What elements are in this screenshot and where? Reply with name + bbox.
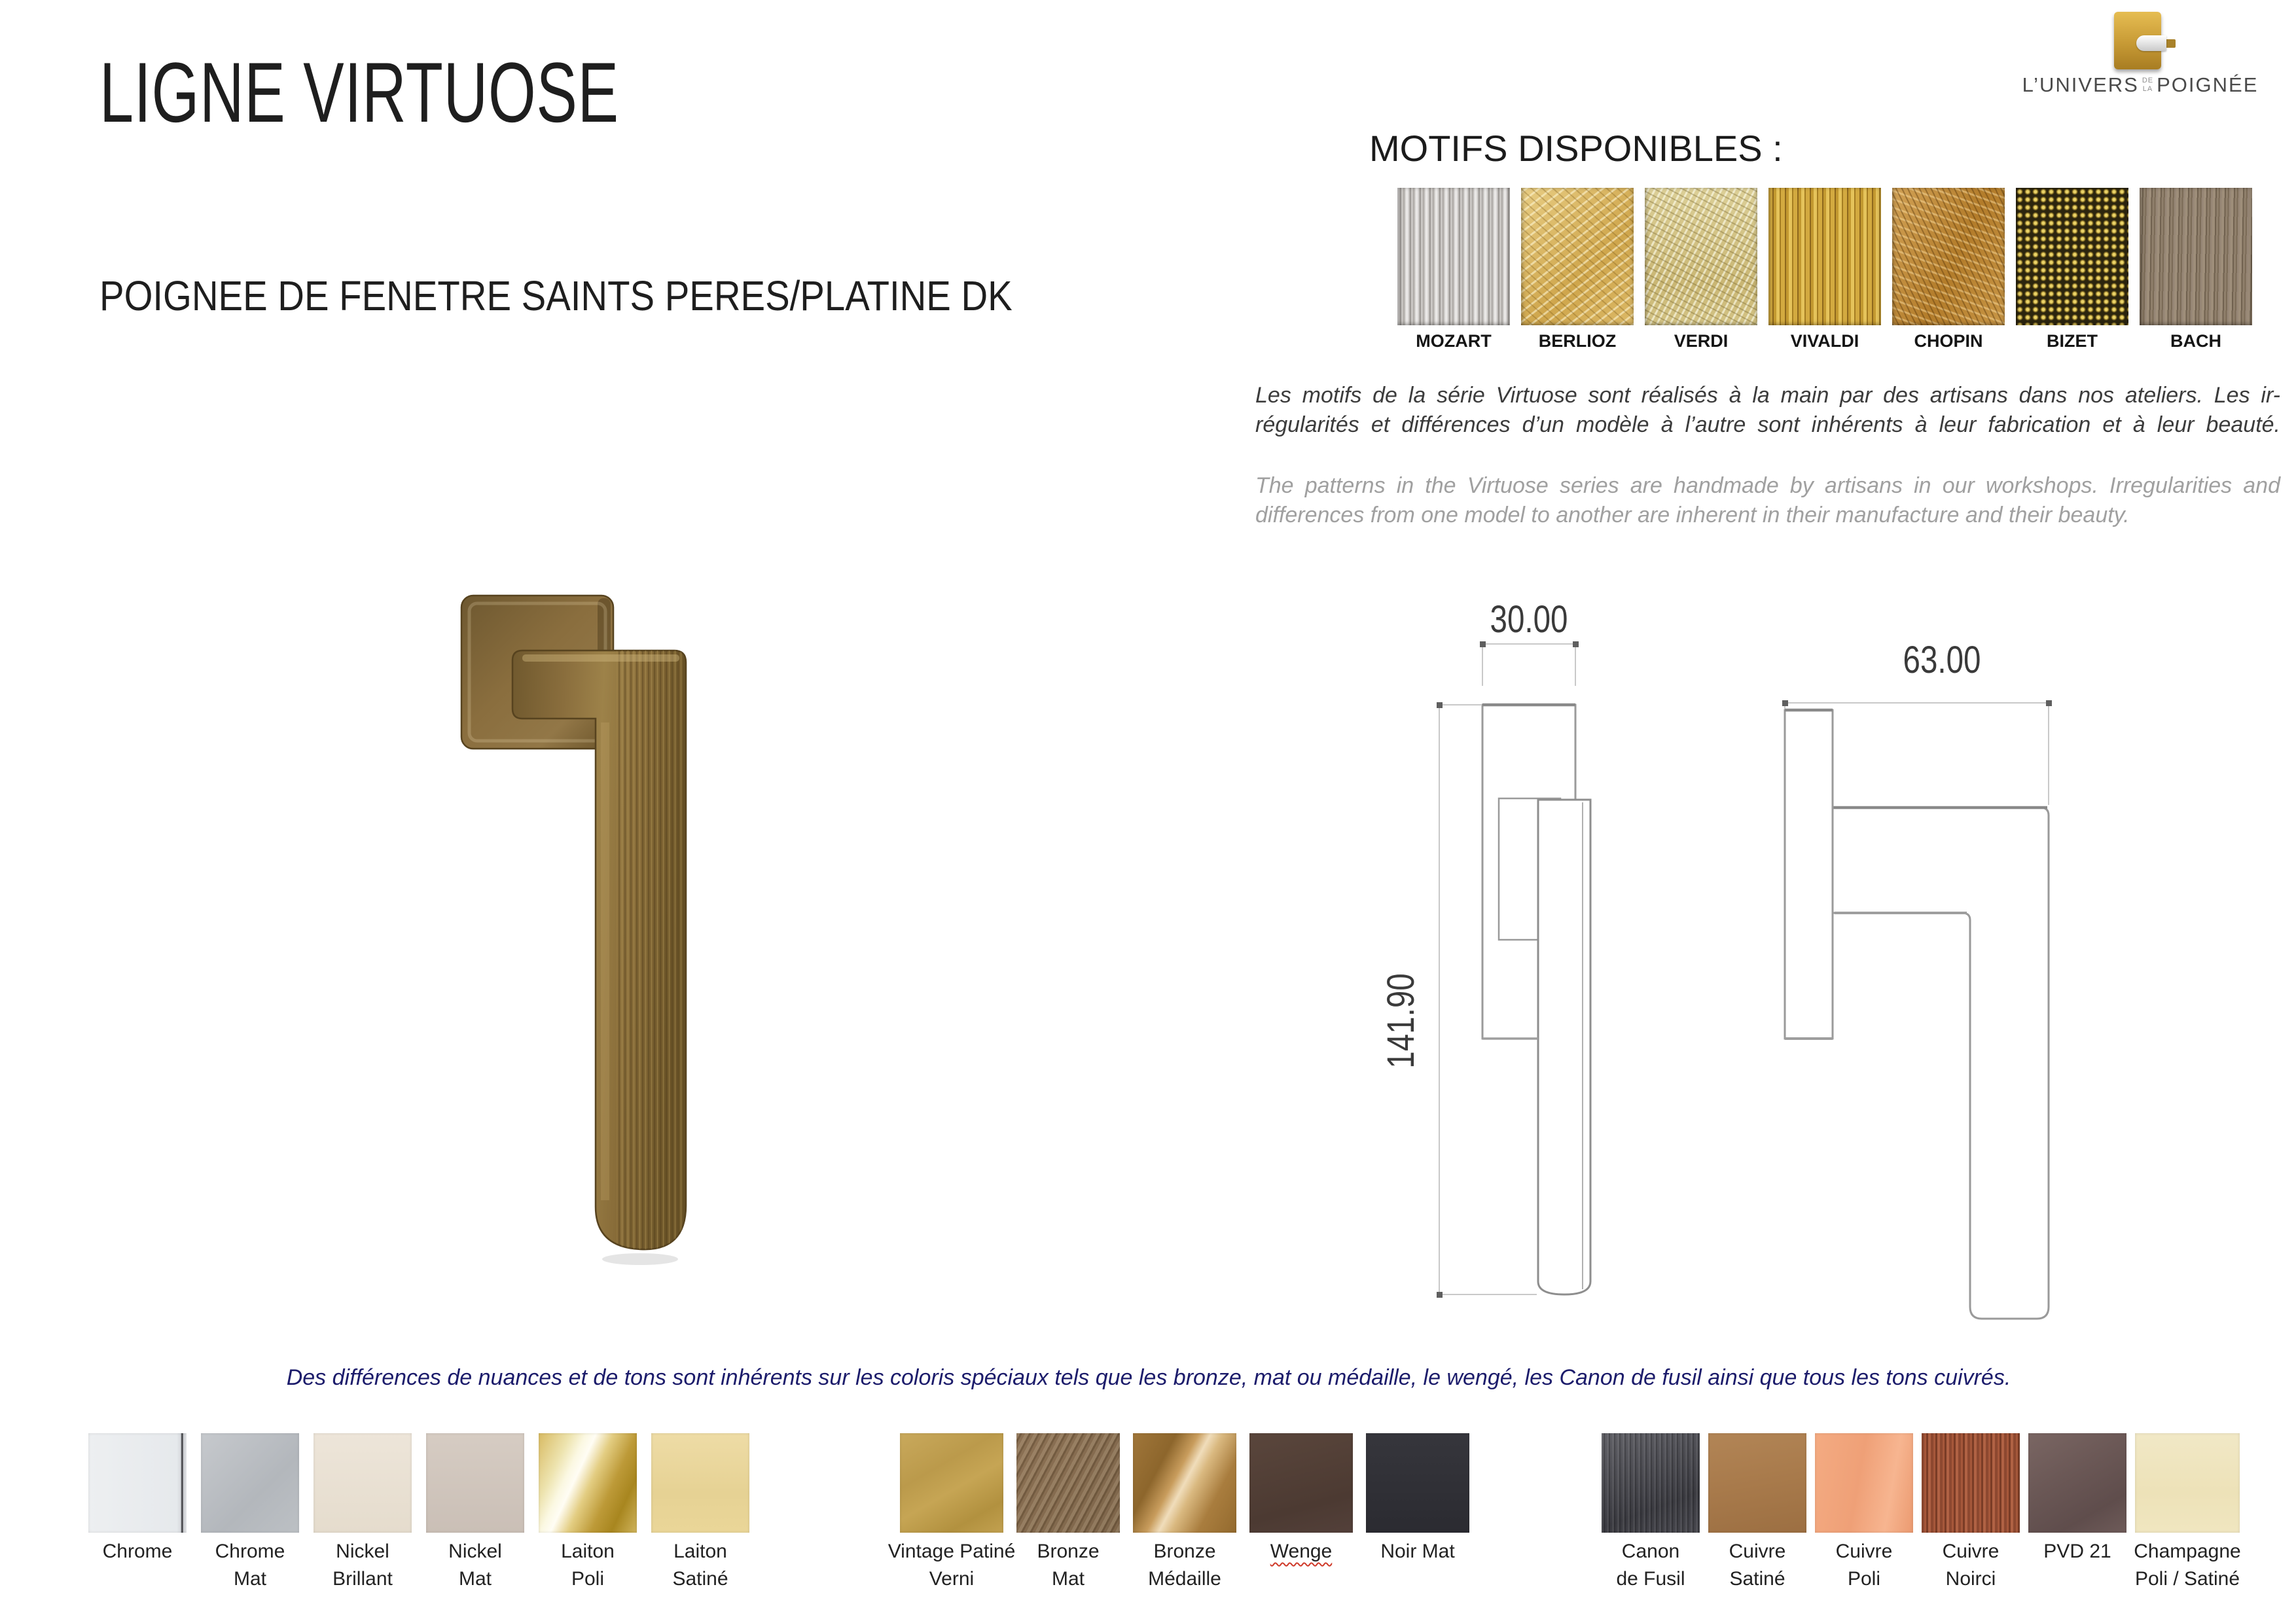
finish-swatch-noir-mat: [1366, 1433, 1469, 1533]
intro-en-line1: The patterns in the Virtuose series are handmade by artisans in our workshops. Irregularities and: [1255, 473, 2280, 498]
finish-swatch-cuivre-satine: [1708, 1433, 1806, 1533]
motif-label-vivaldi: VIVALDI: [1790, 331, 1859, 351]
finish-label-line2: Mat: [233, 1568, 266, 1590]
finish-swatch-nickel-mat: [426, 1433, 524, 1533]
motif-swatch-vivaldi: [1768, 188, 1881, 325]
logo-word-de: DE: [2142, 77, 2154, 85]
finish-label-champagne: [2106, 1538, 2269, 1593]
finish-label-line1: Bronze: [1037, 1541, 1100, 1562]
logo-handle-icon: [2136, 35, 2166, 51]
finish-swatch-laiton-poli: [539, 1433, 637, 1533]
finish-label-line2: Poli / Satiné: [2134, 1568, 2240, 1590]
finish-label-line1: Nickel: [336, 1541, 389, 1562]
intro-paragraph-en: [1255, 471, 2280, 530]
finish-label-line2: Mat: [458, 1568, 492, 1590]
intro-en-line2: differences from one model to another are inherent in their manufacture and their beauty.: [1255, 503, 2130, 527]
color-variation-note: Des différences de nuances et de tons sont inhérents sur les coloris spéciaux tels que les bronze, mat ou médaille, le wengé, les Canon de fusil ainsi que tous les tons cuivrés.: [286, 1365, 2011, 1390]
dimension-depth-label: 63.00: [1903, 639, 1981, 682]
finish-swatch-bronze-mat: [1016, 1433, 1120, 1533]
finish-label-line2: Noirci: [1945, 1568, 1996, 1590]
finish-label-line2: Médaille: [1148, 1568, 1221, 1590]
motif-label-mozart: MOZART: [1416, 331, 1492, 351]
photo-shadow: [602, 1253, 678, 1265]
finish-label-line1: Chrome: [102, 1541, 173, 1562]
finish-label-line1: Chrome: [215, 1541, 285, 1562]
finish-swatch-chrome-mat: [201, 1433, 299, 1533]
finish-swatch-canon-de-fusil: [1602, 1433, 1700, 1533]
motif-label-chopin: CHOPIN: [1914, 331, 1983, 351]
finish-label-line1: Canon: [1621, 1541, 1680, 1562]
finish-label-line1: Laiton: [673, 1541, 727, 1562]
motif-swatch-mozart: [1397, 188, 1510, 325]
product-subtitle: POIGNEE DE FENETRE SAINTS PERES/PLATINE DK: [99, 272, 1013, 319]
finish-label-line1: Vintage Patiné: [888, 1541, 1016, 1562]
finish-label-line1: Nickel: [448, 1541, 502, 1562]
finish-label-line1: Champagne: [2134, 1541, 2241, 1562]
logo-word-poignee: POIGNÉE: [2157, 73, 2259, 96]
finish-label-line2: Satiné: [672, 1568, 728, 1590]
motif-swatch-bach: [2140, 188, 2252, 325]
page-title: LIGNE VIRTUOSE: [99, 45, 619, 140]
finish-swatch-cuivre-poli: [1815, 1433, 1913, 1533]
side-view: [1785, 710, 2049, 1319]
technical-drawing: [1342, 589, 2193, 1348]
intro-paragraph-fr: [1255, 381, 2280, 440]
brand-logo: [2003, 5, 2278, 116]
finish-label-line1: Wenge: [1270, 1541, 1333, 1562]
logo-word-univers: L’UNIVERS: [2022, 73, 2139, 96]
motif-label-berlioz: BERLIOZ: [1538, 331, 1617, 351]
finish-swatch-pvd-21: [2028, 1433, 2126, 1533]
motif-swatch-bizet: [2016, 188, 2128, 325]
finish-label-line1: Bronze: [1153, 1541, 1216, 1562]
finish-label-line2: Poli: [1847, 1568, 1881, 1590]
logo-wordmark: [2003, 73, 2278, 97]
finish-swatch-nickel-brillant: [314, 1433, 412, 1533]
finish-label-line1: Laiton: [561, 1541, 615, 1562]
motif-swatch-verdi: [1645, 188, 1757, 325]
motif-label-bach: BACH: [2170, 331, 2221, 351]
finish-label-line2: de Fusil: [1616, 1568, 1685, 1590]
finish-label-line2: Brillant: [332, 1568, 393, 1590]
finish-swatch-bronze-medaille: [1133, 1433, 1236, 1533]
finish-label-line1: PVD 21: [2043, 1541, 2111, 1562]
finish-label-laiton-satine: [619, 1538, 782, 1593]
intro-fr-line1: Les motifs de la série Virtuose sont réalisés à la main par des artisans dans nos ateliers. Les ir-: [1255, 383, 2280, 408]
finish-label-line1: Cuivre: [1942, 1541, 2000, 1562]
dimension-width-label: 30.00: [1490, 598, 1568, 641]
motif-swatch-berlioz: [1521, 188, 1634, 325]
motif-label-verdi: VERDI: [1674, 331, 1729, 351]
finish-swatch-vintage-patine: [900, 1433, 1003, 1533]
finish-label-noir-mat: [1336, 1538, 1499, 1565]
finish-label-line1: Cuivre: [1729, 1541, 1786, 1562]
finish-label-line1: Cuivre: [1835, 1541, 1893, 1562]
motif-label-bizet: BIZET: [2047, 331, 2098, 351]
finish-swatch-cuivre-noirci: [1922, 1433, 2020, 1533]
front-view: [1482, 705, 1590, 1294]
finish-swatch-laiton-satine: [651, 1433, 749, 1533]
motifs-heading: MOTIFS DISPONIBLES :: [1369, 128, 1783, 169]
finish-swatch-champagne: [2135, 1433, 2240, 1533]
finish-label-line2: Satiné: [1729, 1568, 1785, 1590]
finish-label-line2: Poli: [571, 1568, 605, 1590]
motif-swatch-chopin: [1892, 188, 2005, 325]
logo-word-la: LA: [2142, 85, 2153, 93]
finish-swatch-wenge: [1249, 1433, 1353, 1533]
finish-label-line2: Mat: [1051, 1568, 1085, 1590]
finish-label-line1: Noir Mat: [1380, 1541, 1455, 1562]
dimension-height-label: 141.90: [1380, 973, 1423, 1069]
finish-label-line2: Verni: [929, 1568, 975, 1590]
product-photo: [406, 563, 772, 1276]
intro-fr-line2: régularités et différences d’un modèle à l’autre sont inhérents à leur fabrication et à leur beauté.: [1255, 412, 2280, 437]
logo-word-dela: [2142, 77, 2153, 93]
finish-swatch-chrome: [88, 1433, 187, 1533]
